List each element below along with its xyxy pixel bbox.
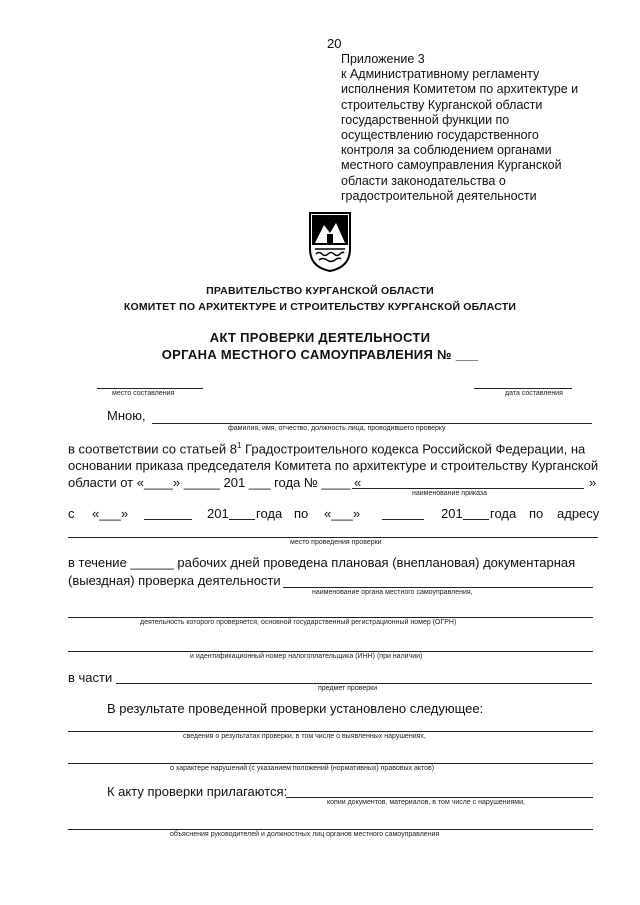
results-line[interactable]: [68, 731, 593, 732]
para-line-1: [68, 441, 585, 456]
appendix-line: контроля за соблюдением органами: [341, 143, 552, 158]
appendix-line: государственной функции по: [341, 112, 510, 127]
date-to-day[interactable]: «___»: [324, 506, 361, 521]
mnoyu-label: Мною,: [107, 408, 146, 423]
para-line-3: [68, 475, 361, 490]
caption-place: место составления: [112, 390, 175, 397]
dates-s: с: [68, 506, 75, 521]
para-text: области от «____» _____ 201 ___ года № ____ «: [68, 475, 362, 490]
coat-of-arms-icon: [307, 209, 353, 273]
po-1: по: [294, 506, 309, 521]
date-from-month[interactable]: [144, 519, 192, 520]
caption-org-name: наименование органа местного самоуправления,: [312, 589, 473, 596]
appendix-line: местного самоуправления Курганской: [341, 158, 562, 173]
ogrn-line[interactable]: [68, 617, 593, 618]
appendix-line: исполнения Комитетом по архитектуре и: [341, 82, 579, 97]
adresu: адресу: [557, 506, 600, 521]
para-text: Градостроительного кодекса Российской Федерации, на: [241, 441, 586, 457]
address-line[interactable]: [68, 537, 598, 538]
goda-1: года: [256, 506, 283, 521]
caption-explanations: объяснения руководителей и должностных лиц органов местного самоуправления: [170, 831, 440, 838]
order-name-line[interactable]: [352, 488, 584, 489]
para-text: в соответствии со статьей 8: [68, 441, 237, 457]
appendix-title: Приложение 3: [341, 52, 425, 66]
appendix-line: к Административному регламенту: [341, 67, 540, 82]
act-title-1: АКТ ПРОВЕРКИ ДЕЯТЕЛЬНОСТИ: [209, 330, 431, 345]
date-to-year: 201: [441, 506, 463, 521]
date-from-day[interactable]: «___»: [92, 506, 129, 521]
org-name-line[interactable]: [283, 587, 593, 588]
appendix-line: строительству Курганской области: [341, 97, 543, 112]
appendix-line: области законодательства о: [341, 173, 506, 188]
v-chasti-label: в части: [68, 670, 113, 685]
results-intro: В результате проведенной проверки установлено следующее:: [107, 701, 484, 716]
page-number: 20: [327, 36, 342, 51]
violations-line[interactable]: [68, 763, 593, 764]
docs-line[interactable]: [286, 797, 593, 798]
para-line-5: (выездная) проверка деятельности: [68, 573, 281, 588]
caption-date: дата составления: [505, 390, 563, 397]
subject-line[interactable]: [116, 683, 592, 684]
quote-close: »: [589, 475, 597, 490]
superscript: 1: [236, 441, 242, 450]
caption-ogrn: деятельность которого проверяется, основной государственный регистрационный номер (ОГРН): [140, 619, 457, 626]
caption-inspection-place: место проведения проверки: [290, 539, 382, 546]
place-line[interactable]: [97, 388, 203, 389]
caption-order-name: наименование приказа: [412, 490, 488, 497]
para-line-2: основании приказа председателя Комитета по архитектуре и строительству Курганской: [68, 458, 599, 473]
fio-line[interactable]: [152, 423, 592, 424]
org-line-1: ПРАВИТЕЛЬСТВО КУРГАНСКОЙ ОБЛАСТИ: [206, 285, 434, 297]
appendix-line: градостроительной деятельности: [341, 188, 537, 203]
date-to-year-line[interactable]: [463, 519, 489, 520]
appendix-line: осуществлению государственного: [341, 128, 539, 143]
explanations-line[interactable]: [68, 829, 593, 830]
org-line-2: КОМИТЕТ ПО АРХИТЕКТУРЕ И СТРОИТЕЛЬСТВУ КУРГАНСКОЙ ОБЛАСТИ: [123, 301, 517, 313]
date-line[interactable]: [474, 388, 572, 389]
goda-2: года: [490, 506, 517, 521]
attached-label: К акту проверки прилагаются:: [107, 784, 288, 799]
para-line-4: в течение ______ рабочих дней проведена плановая (внеплановая) документарная: [68, 555, 576, 570]
caption-results: сведения о результатах проверки, в том числе о выявленных нарушениях,: [183, 733, 426, 740]
date-from-year: 201: [207, 506, 229, 521]
caption-fio: фамилия, имя, отчество, должность лица, проводившего проверку: [228, 425, 446, 432]
caption-violations: о характере нарушений (с указанием положений (нормативных) правовых актов): [170, 765, 435, 772]
po-2: по: [529, 506, 544, 521]
caption-inn: и идентификационный номер налогоплательщика (ИНН) (при наличии): [190, 653, 423, 660]
date-to-month[interactable]: [382, 519, 424, 520]
inn-line[interactable]: [68, 651, 593, 652]
caption-docs: копии документов, материалов, в том числе с нарушениями,: [327, 799, 525, 806]
act-title-2: ОРГАНА МЕСТНОГО САМОУПРАВЛЕНИЯ № ___: [161, 347, 479, 362]
caption-subject: предмет проверки: [318, 685, 378, 692]
appendix-block: [341, 52, 601, 204]
date-from-year-line[interactable]: [229, 519, 255, 520]
